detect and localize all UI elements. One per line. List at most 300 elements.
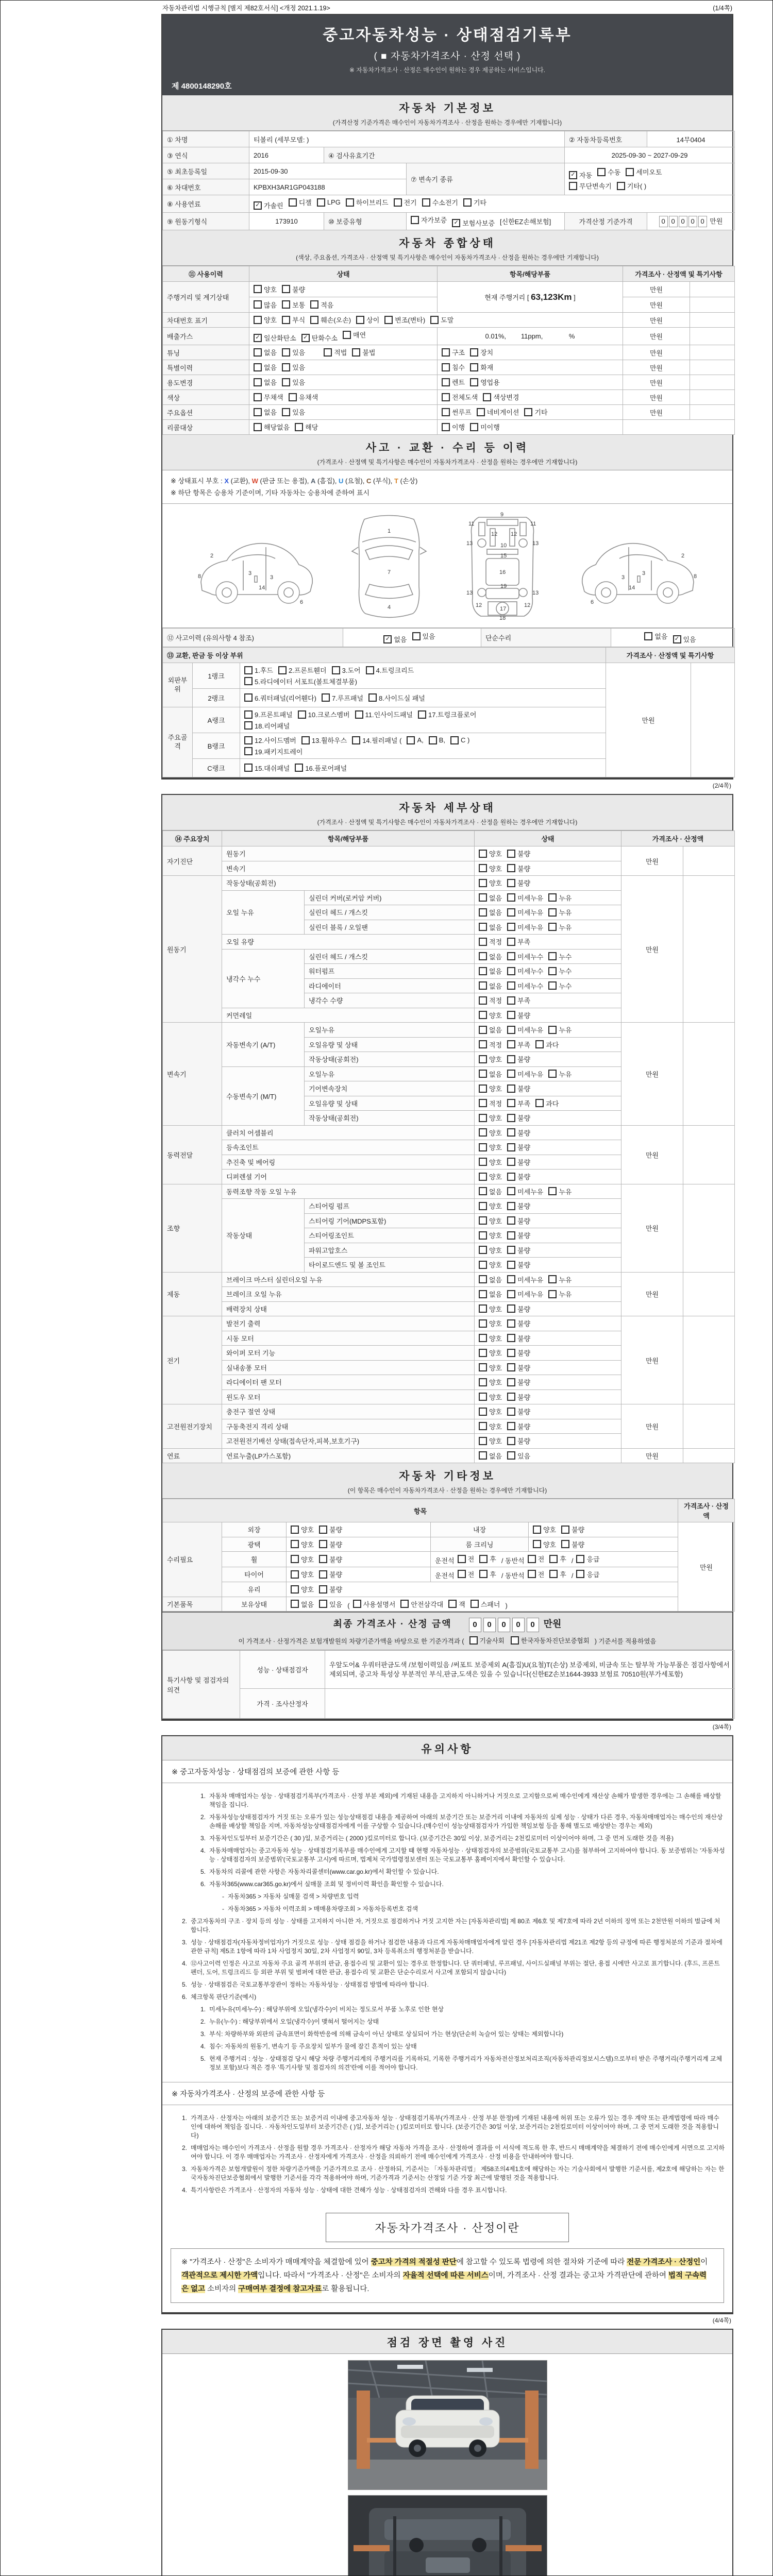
checkbox-group-cell [475,861,621,876]
checkbox-icon [356,316,364,324]
checkbox-label: 세미오토 [636,168,662,177]
checkbox-label: LPG [327,198,341,206]
checkbox-group-cell [475,993,621,1008]
checkbox-label: 전 [467,1570,475,1579]
text-segment: 소비자의 [205,2285,239,2293]
table-cell: 오일누유 [305,1023,475,1038]
checkbox-icon [291,1600,299,1608]
checkbox-icon [524,408,532,416]
checkbox-group-cell [475,1301,621,1316]
checkbox-label: 불량 [517,1408,531,1416]
table-cell: 내장 [431,1522,529,1537]
table-cell: 보유상태 [222,1597,287,1612]
checkbox [479,1187,502,1196]
notice-item [170,1905,725,1913]
checkbox-icon [507,1363,515,1371]
checkbox [282,377,305,387]
checkbox-label: 양호 [489,1202,502,1210]
checkbox-icon [507,1451,515,1460]
checkbox-label: 불량 [292,285,306,294]
checkbox-icon [319,1526,327,1534]
section-subtitle: (가격조사 · 산정액 및 특기사항은 매수인이 자동차가격조사 · 산정을 원하는 경우에만 기재합니다) [317,819,578,826]
checkbox [458,1554,475,1564]
table-row [163,1582,735,1597]
notice-item [170,1868,725,1876]
checkbox-label: 양호 [489,1379,502,1386]
checkbox-icon [254,300,262,309]
notice-item-text: 자동차가격은 보험개발원이 정한 차량기준가액을 기준가격으로 조사 · 산정하되, 기준서는 「자동차관리법」 제58조의4제1호에 해당하는 자는 기술사회에서 발행한 기준서를, 제2호에 해당하는 자는 한국자동차진단보증협회에서 발행한 기준서를 각각 적용하여야 하며, 기준가격과 기준서는 산정일 기준 가장 최근에 발행된 것을 적용합니다. [191,2165,725,2181]
checkbox-icon [394,198,402,207]
checkbox-icon [458,1570,466,1578]
checkbox [479,966,502,976]
checkbox [548,952,572,961]
text-segment: ※ "가격조사 · 산정"은 소비자가 매매계약을 체결함에 있어 [181,2258,371,2266]
checkbox-icon [458,1555,466,1563]
checkbox-icon [479,1451,487,1460]
checkbox-icon [319,1600,327,1608]
svg-text:12: 12 [491,531,497,537]
checkbox-icon [244,666,253,674]
table-cell: 만원 [621,1316,683,1404]
checkbox [442,422,465,432]
checkbox [479,1069,502,1079]
notice-item-number: 5. [181,1981,187,1988]
checkbox [528,1569,545,1579]
checkbox-group-cell [475,1331,621,1346]
checkbox [244,721,290,731]
notice-item-number: 2. [200,1814,206,1821]
cautions-subheading-1: ※ 중고자동차성능 · 상태점검의 보증에 관한 사항 등 [162,1760,732,1783]
checkbox-icon [366,666,374,674]
checkbox-icon [507,893,515,902]
checkbox-label: 불량 [517,1144,531,1151]
checkbox [289,197,312,207]
table-cell: 실린더 블록 / 오일팬 [305,920,475,935]
checkbox-label: 불량 [329,1571,343,1579]
checkbox-icon [548,1187,557,1195]
checkbox-icon [244,764,253,772]
detail-state-table [162,831,732,1463]
checkbox-group-cell [438,420,623,435]
checkbox-icon [479,1349,487,1357]
final-note-post: ) 기준서를 적용하였음 [594,1638,657,1645]
checkbox-label: 양호 [301,1540,314,1549]
status-code-note: ※ 하단 항목은 승용차 기준이며, 기타 자동차는 승용차에 준하여 표시 [171,489,370,497]
checkbox-label: 썬루프 [452,409,472,417]
table-cell: 단순수리 [481,629,611,647]
checkbox-icon [291,1555,299,1563]
checkbox [528,1554,545,1564]
checkbox-icon [254,348,262,357]
notice-item-number: 2. [181,2144,187,2151]
checkbox-label: 안전삼각대 [411,1600,444,1608]
checkbox-label: 하이브리드 [356,199,389,207]
checkbox-label: 미세누유 [517,1070,544,1078]
checkbox [282,407,305,417]
checkbox [282,284,305,294]
checkbox-icon [479,1570,488,1578]
checkbox [507,922,543,932]
checkbox-label: 미이행 [480,423,500,432]
checkbox-icon [479,1011,487,1019]
inline-text: ( [347,1602,350,1609]
checkbox [479,1436,502,1446]
text-segment: 로 활용됩니다. [322,2285,369,2293]
svg-text:8: 8 [693,573,697,580]
checkbox-icon [548,952,557,960]
checkbox [479,1172,502,1181]
table-cell: 만원 [606,663,691,777]
checkbox-icon [479,1070,487,1078]
checkbox-label: 탄화수소 [311,334,338,342]
table-row [163,1537,735,1552]
table-cell: 타이로드엔드 및 볼 조인트 [305,1258,475,1273]
checkbox [470,377,500,387]
table-cell: 만원 [621,1184,683,1272]
notice-item-text: 침수: 자동차의 원동기, 변속기 등 주요장치 일부가 물에 잠긴 흔적이 있는 상태 [209,2043,417,2050]
checkbox [254,422,290,432]
checkbox-label: 양호 [301,1571,314,1579]
table-cell: ② 자동차등록번호 [565,131,647,147]
checkbox-icon [429,736,437,744]
checkbox-label: 불량 [517,1011,531,1020]
table-cell: 만원 [621,876,683,1023]
checkbox-label: 훼손(오손) [321,316,351,325]
notice-item [170,2186,725,2195]
section-title: 사고 · 교환 · 수리 등 이력 [365,442,529,454]
checkbox-icon [535,1099,544,1107]
checkbox-label: 양호 [489,1408,502,1416]
checkbox-label: 렌트 [452,379,465,387]
notice-item-number: 3. [181,1939,187,1946]
checkbox-label: 적법 [334,349,347,357]
table-cell: 추진축 및 베어링 [222,1155,475,1170]
checkbox [479,1363,502,1372]
checkbox [626,167,662,177]
car-side-right-diagram [573,511,702,620]
table-cell: ⑭ 주요장치 [163,831,222,846]
checkbox-label: 가솔린 [264,202,283,210]
checkbox [479,1569,496,1579]
checkbox-label: 전 [467,1555,475,1563]
table-cell [690,345,735,360]
checkbox-label: 양호 [489,1232,502,1240]
checkbox-icon [254,285,262,293]
checkbox-label: 없음 [489,1276,502,1284]
table-cell: ⑥ 차대번호 [163,179,249,195]
notice-item-text: 자동차365 > 자동차 실매물 검색 > 차량번호 입력 [228,1893,359,1900]
svg-text:12: 12 [475,602,482,608]
svg-text:13: 13 [532,590,539,596]
checkbox-label: 불량 [517,865,531,873]
checkbox [561,1539,584,1549]
checkbox-icon [282,316,290,324]
table-cell: 만원 [621,1404,683,1449]
table-cell: 2016 [249,147,324,163]
checkbox-icon [479,1128,487,1137]
checkbox-label: 응급 [586,1570,600,1579]
checkbox [412,631,435,641]
table-cell: 주요골격 [163,707,193,777]
checkbox-icon [479,1408,487,1416]
checkbox-group-cell [475,920,621,935]
checkbox-label: 구조 [452,349,465,357]
table-row [163,1316,735,1331]
checkbox-group-cell [475,1419,621,1434]
checkbox-icon [528,1555,536,1563]
notice-item-text: 자동차365(www.car365.go.kr)에서 실매물 조회 및 정비이력 확인을 확인할 수 있습니다. [209,1880,444,1888]
inline-text: [신한EZ손해보험] [500,217,551,226]
checkbox-group-cell [475,1389,621,1404]
text-segment: 0 [669,216,678,227]
text-segment: W [251,477,258,485]
checkbox-icon [479,864,487,872]
checkbox-group-cell [475,1037,621,1052]
checkbox-group-cell [407,213,565,230]
checkbox-label: 없음 [264,364,277,372]
checkbox-label: 없음 [394,636,407,643]
checkbox [479,981,502,991]
checkbox [617,181,646,191]
checkbox-label: 양호 [489,1437,502,1445]
table-cell: 가격조사 · 산정액 [621,831,735,846]
checkbox-label: 양호 [301,1586,314,1594]
form-law-reference: 자동차관리법 시행규칙 [별지 제82호서식] <개정 2021.1.19> [162,5,330,12]
checkbox-label: 과다 [546,1099,559,1108]
checkbox-icon [412,632,421,640]
checkbox-icon [291,1570,299,1579]
table-cell: KPBXH3AR1GP043188 [249,179,407,195]
checkbox [384,315,425,325]
checkbox-label: 미세누수 [517,982,544,990]
table-row [163,405,735,420]
checkbox-label: 누유 [559,909,572,917]
table-cell: C랭크 [193,759,240,777]
table-cell: 원동기 [222,846,475,861]
checkbox [295,763,347,773]
checkbox [254,392,283,402]
notice-item [170,1813,725,1831]
checkbox-group-cell [431,1552,678,1567]
checkbox-icon [244,693,253,702]
checkbox [289,392,318,402]
notice-item [170,1892,725,1901]
table-cell: 만원 [621,846,683,876]
checkbox-icon [442,408,450,416]
checkbox-icon [507,1143,515,1151]
notice-item-text: 미세누유(미세누수) : 해당부위에 오일(냉각수)이 비치는 정도로서 부품 노후로 인한 현상 [209,2006,444,2013]
checkbox-label: 불량 [517,850,531,858]
checkbox-icon [400,1600,409,1608]
checkbox-icon [507,1114,515,1122]
checkbox [450,736,469,744]
table-cell: 연료 [163,1448,222,1463]
checkbox-icon [507,1216,515,1225]
notice-item-text: 체크항목 판단기준(예시) [191,1993,257,2001]
table-cell: ⑦ 변속기 종류 [407,163,565,195]
checkbox-icon [469,1636,478,1645]
checkbox-label: 후 [560,1555,566,1563]
checkbox [507,849,530,858]
checkbox-icon [548,923,557,931]
table-cell: 성능 · 상태점검자 [240,1651,325,1689]
checkbox-label: 후 [560,1570,566,1579]
checkbox-group-cell [475,1125,621,1140]
table-cell: 라디에이터 팬 모터 [222,1375,475,1390]
checkbox-icon [507,1334,515,1342]
text-segment: 0 [698,216,707,227]
table-cell: 오일유량 및 상태 [305,1037,475,1052]
notice-item-number: 3. [181,2165,187,2173]
checkbox-icon [254,423,262,431]
checkbox-label: 후 [490,1555,496,1563]
table-cell: 냉각수 누수 [222,949,305,1008]
checkbox [507,1363,530,1372]
section-basic-info-header [162,95,732,131]
checkbox-label: 있음 [292,349,306,357]
checkbox-label: 미세누유 [517,1276,544,1284]
checkbox-label: A, [417,736,424,744]
checkbox [322,693,363,703]
notice-item-number: 1. [200,2006,206,2013]
checkbox [470,422,500,432]
checkbox-label: 불량 [517,1129,531,1137]
table-cell: 외장 [222,1522,287,1537]
checkbox-icon [332,666,340,674]
checkbox-label: 적정 [489,1099,502,1108]
checkbox [507,1451,530,1461]
sheet-page-2 [161,794,733,1721]
checkbox-label: 미세누수 [517,953,544,961]
checkbox-icon [507,1290,515,1298]
checkbox-label: 불량 [517,1056,531,1063]
checkbox [507,1377,530,1387]
checkbox-group-cell [475,1375,621,1390]
checkbox [479,1421,502,1431]
checkbox-icon [507,850,515,858]
table-row [163,147,735,163]
checkbox-icon [470,348,478,357]
status-code-line [171,475,724,487]
checkbox [254,347,277,357]
checkbox-icon [319,1540,327,1548]
checkbox-icon [343,331,351,339]
checkbox-label: 있음 [292,409,306,417]
checkbox-label: 수동 [608,168,621,177]
text-segment: 법적 구속력은 없고 [181,2272,707,2293]
table-cell: 광택 [222,1537,287,1552]
checkbox-icon [479,1555,488,1563]
checkbox [352,735,401,745]
checkbox-group-cell [475,1213,621,1228]
table-row [163,390,735,405]
checkbox-group-cell [240,689,606,707]
checkbox-icon [479,1437,487,1445]
checkbox-group-cell [475,1066,621,1081]
checkbox-label: 도말 [441,316,454,325]
checkbox-label: 양호 [489,1320,502,1328]
checkbox-icon [507,967,515,975]
checkbox [548,907,572,917]
checkbox-label: 보통 [292,301,306,309]
sheet-page-1 [161,14,733,779]
checkbox-label: 불량 [517,1393,531,1401]
table-cell: 디퍼렌셜 기어 [222,1170,475,1184]
checkbox [479,1216,502,1226]
notice-item-text: 성능 · 상태점검자(자동차정비업자)가 거짓으로 성능 · 상태 점검을 하거나 점검한 내용과 다르게 자동차매매업자에게 알린 경우 [자동차관리법 제21조 제2항 등의 규정에 따른 행정처분의 기준과 절차에 관한 규칙] 제5조 1항에 따라 1차 사업정지 30일, 2차 사업정지 90일, 3차 등록취소의 행정처분을 받습니다. [191,1939,722,1955]
checkbox-icon [597,168,606,176]
checkbox-group-cell [475,890,621,905]
notice-item [170,1834,725,1843]
text-segment: C [366,477,372,485]
checkbox-icon [548,908,557,917]
checkbox [442,407,472,417]
text-segment: 0 [512,1618,525,1632]
sheet-page-4 [161,2329,733,2576]
table-cell: 수동변속기 (M/T) [222,1066,305,1125]
checkbox-label: 양호 [489,1129,502,1137]
checkbox-label: 색상변경 [493,394,519,402]
checkbox [430,315,453,325]
checkbox-icon [507,1319,515,1328]
svg-text:3: 3 [621,574,625,581]
checkbox [479,893,502,903]
checkbox-icon [507,923,515,931]
text-segment: X [224,477,229,485]
table-cell: ① 차명 [163,131,249,147]
checkbox-label: 없음 [654,633,668,640]
checkbox-icon [479,879,487,887]
checkbox-group-cell [475,1023,621,1038]
table-row [163,663,735,689]
table-cell: ③ 연식 [163,147,249,163]
checkbox-icon [448,1600,457,1608]
checkbox-checked [254,200,283,210]
table-cell: 색상 [163,390,249,405]
checkbox-group-cell [240,733,606,759]
checkbox-icon [479,952,487,960]
svg-text:10: 10 [500,543,507,549]
final-price-digits [469,1619,562,1629]
checkbox [548,922,572,932]
checkbox-icon [450,736,459,744]
checkbox-label: 14.필러패널 ( [362,737,402,744]
checkbox-label: 적음 [321,301,334,309]
svg-text:3: 3 [270,574,274,581]
checkbox-icon [548,1290,557,1298]
table-row [163,328,735,345]
table-cell: 주행거리 및 계기상태 [163,282,249,313]
checkbox-icon [479,1246,487,1254]
checkbox [418,709,476,719]
table-row [163,1448,735,1463]
checkbox-group-cell [287,1567,431,1582]
checkbox-icon [548,981,557,990]
checkbox [317,198,341,207]
inline-text: 운전석 [435,1572,455,1580]
checkbox-icon [507,908,515,917]
notice-item-number: 3. [200,1835,206,1842]
table-cell: 실린더 커버(로커암 커버) [305,890,475,905]
table-cell: ⑨ 원동기형식 [163,213,249,230]
checkbox-label: 19.패키지트레이 [255,748,303,756]
checkbox-label: 부족 [517,1099,531,1108]
checkbox-icon [533,1526,541,1534]
notice-item-number: 6. [181,1993,187,2001]
table-row [163,131,735,147]
table-cell [690,375,735,390]
checkbox-icon [479,1422,487,1430]
